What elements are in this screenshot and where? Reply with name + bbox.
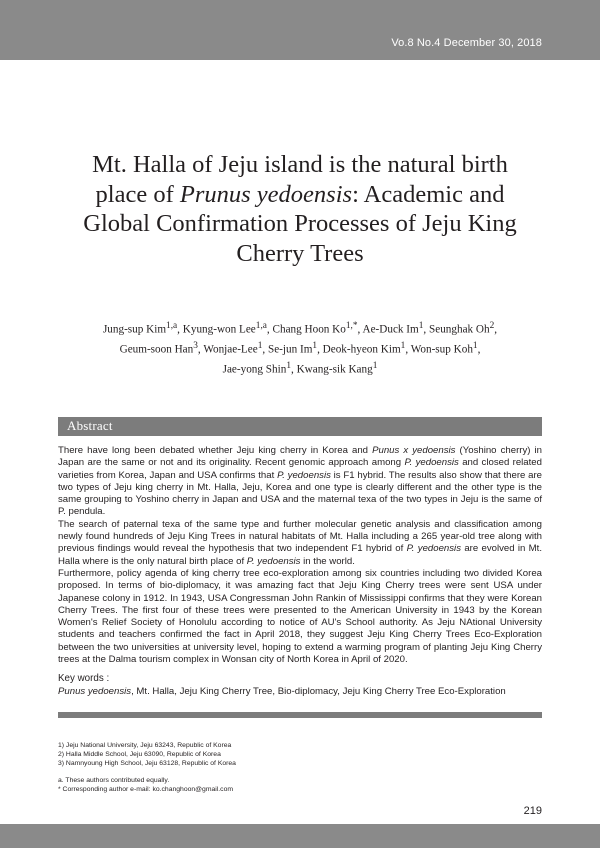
species-name: P. yedoensis bbox=[246, 555, 301, 567]
page-number: 219 bbox=[523, 805, 542, 817]
author-name: , Won-sup Koh bbox=[405, 343, 473, 356]
author-name: , Seunghak Oh bbox=[423, 323, 490, 336]
paper-title bbox=[60, 150, 540, 268]
text-run: (Yoshino cherry) in Japan are the same or not and its originality. Recent genomic approach among bbox=[58, 445, 543, 469]
affiliation-mark: 3 bbox=[193, 341, 198, 352]
author-name: , Deok-hyeon Kim bbox=[317, 343, 401, 356]
author-line bbox=[60, 318, 540, 338]
footnote-spacer bbox=[58, 769, 236, 776]
species-name: P. yedoensis bbox=[406, 543, 461, 555]
title-line bbox=[60, 180, 540, 210]
abstract-paragraph bbox=[58, 445, 542, 519]
footnote: 2) Halla Middle School, Jeju 63090, Republic of Korea bbox=[58, 751, 221, 759]
footer-band bbox=[0, 824, 600, 848]
separator: , bbox=[477, 343, 481, 356]
affiliation-mark: 1 bbox=[312, 341, 318, 352]
species-name: P. yedoensis bbox=[404, 457, 459, 469]
affiliation-mark: 1 bbox=[286, 361, 291, 372]
affiliation-mark: 1 bbox=[472, 341, 478, 352]
keywords-list bbox=[58, 686, 506, 697]
affiliation-mark: 1 bbox=[257, 341, 263, 352]
abstract-heading: Abstract bbox=[67, 418, 113, 433]
footnotes bbox=[58, 741, 236, 794]
affiliation-mark: 1 bbox=[400, 341, 406, 352]
author-name: , Kyung-won Lee bbox=[177, 323, 256, 336]
author-name: , Wonjae-Lee bbox=[197, 343, 258, 356]
footnote: a. These authors contributed equally. bbox=[58, 776, 170, 784]
abstract-heading-bar bbox=[58, 417, 542, 436]
abstract-paragraph: Furthermore, policy agenda of king cherry tree eco-exploration among six countries including two divided Korea proposed. In terms of bio-diplomacy, it was amazing fact that Jeju King Cherry trees were sent USA under Japanese colony in 1912. In 1943, USA Congressman John Rankin of Mississippi confirms that they were Korean Cherry Trees. The first four of these trees were presented to the American University in 1943 by the Korean Women's Relief Society of Honolulu according to notice of AU's School authority. As Jeju NAtional University students and teachers confirmed the fact in April 2018, they suggest Jeju King Cherry Trees Eco-Exploration between the two universities at university level, hoping to extend a warming program of planting Jeju King Cherry trees at the Dalma tourism complex in Wonsan city of North Korea in April of 2020. bbox=[58, 567, 542, 666]
issue-label: Vo.8 No.4 December 30, 2018 bbox=[391, 37, 542, 49]
affiliation-mark: 1,* bbox=[345, 321, 358, 331]
affiliation-mark: 1,a bbox=[255, 321, 267, 331]
text-run: and closed related varieties from Korea, Japan and USA confirms that bbox=[58, 457, 542, 481]
keywords-text: , Mt. Halla, Jeju King Cherry Tree, Bio-diplomacy, Jeju King Cherry Tree Eco-Exploration bbox=[131, 686, 506, 697]
text-run: There have long been debated whether Jeju king cherry in Korea and bbox=[58, 445, 373, 456]
affiliation-mark: 1 bbox=[418, 321, 424, 331]
text-run: in the world. bbox=[300, 555, 355, 567]
author-name: , Chang Hoon Ko bbox=[266, 323, 346, 336]
footnote: * Corresponding author e-mail: ko.changhoon@gmail.com bbox=[58, 785, 234, 793]
author-name: , Se-jun Im bbox=[262, 343, 313, 356]
author-line bbox=[60, 358, 540, 378]
text-run: is F1 hybrid. The results also show that there are two types of Jeju king cherry in Mt. Halla, Jeju, Korea and one type is clearly different and the other type is the same grouping to Yoshino cherry in Japan and USA and the maternal texa of the two types in Jeju is the same of P. pendula. bbox=[58, 469, 542, 518]
author-name: , Kwang-sik Kang bbox=[290, 364, 373, 377]
title-line: Global Confirmation Processes of Jeju King bbox=[83, 210, 517, 237]
footnote: 1) Jeju National University, Jeju 63243, Republic of Korea bbox=[58, 742, 232, 749]
footnote: 3) Namnyoung High School, Jeju 63128, Republic of Korea bbox=[58, 760, 236, 768]
title-text: place of bbox=[95, 180, 180, 208]
affiliation-mark: 1,a bbox=[166, 321, 178, 331]
species-name: Punus yedoensis bbox=[58, 686, 132, 697]
author-line bbox=[60, 338, 540, 358]
text-run: are evolved in Mt. Halla where is the only natural birth place of bbox=[58, 543, 542, 567]
author-name: Jae-yong Shin bbox=[222, 364, 287, 377]
species-name: Prunus yedoensis bbox=[179, 180, 353, 208]
species-name: Punus x yedoensis bbox=[372, 445, 456, 456]
abstract-body bbox=[58, 445, 542, 666]
keywords-divider bbox=[58, 712, 542, 718]
keywords-label: Key words : bbox=[58, 673, 110, 684]
title-line: Cherry Trees bbox=[236, 239, 364, 267]
author-name: Jung-sup Kim bbox=[102, 323, 167, 336]
text-run: The search of paternal texa of the same type and further molecular genetic analysis and classification among newly found hundreds of Jeju King Trees in natural habitats of Mt. Halla including a 265 year-old tree along with previous findings would reveal the hypothesis that two independent F1 hybrid of bbox=[58, 518, 542, 555]
title-text: : Academic and bbox=[352, 180, 505, 208]
separator: , bbox=[494, 323, 498, 336]
species-name: P. yedoensis bbox=[277, 469, 331, 481]
author-list bbox=[60, 318, 540, 379]
author-name: , Ae-Duck Im bbox=[357, 323, 419, 336]
affiliation-mark: 2 bbox=[489, 321, 495, 331]
header-band bbox=[0, 0, 600, 60]
abstract-paragraph bbox=[58, 519, 542, 568]
author-name: Geum-soon Han bbox=[119, 343, 194, 356]
affiliation-mark: 1 bbox=[372, 361, 378, 372]
title-line: Mt. Halla of Jeju island is the natural birth bbox=[92, 151, 508, 178]
